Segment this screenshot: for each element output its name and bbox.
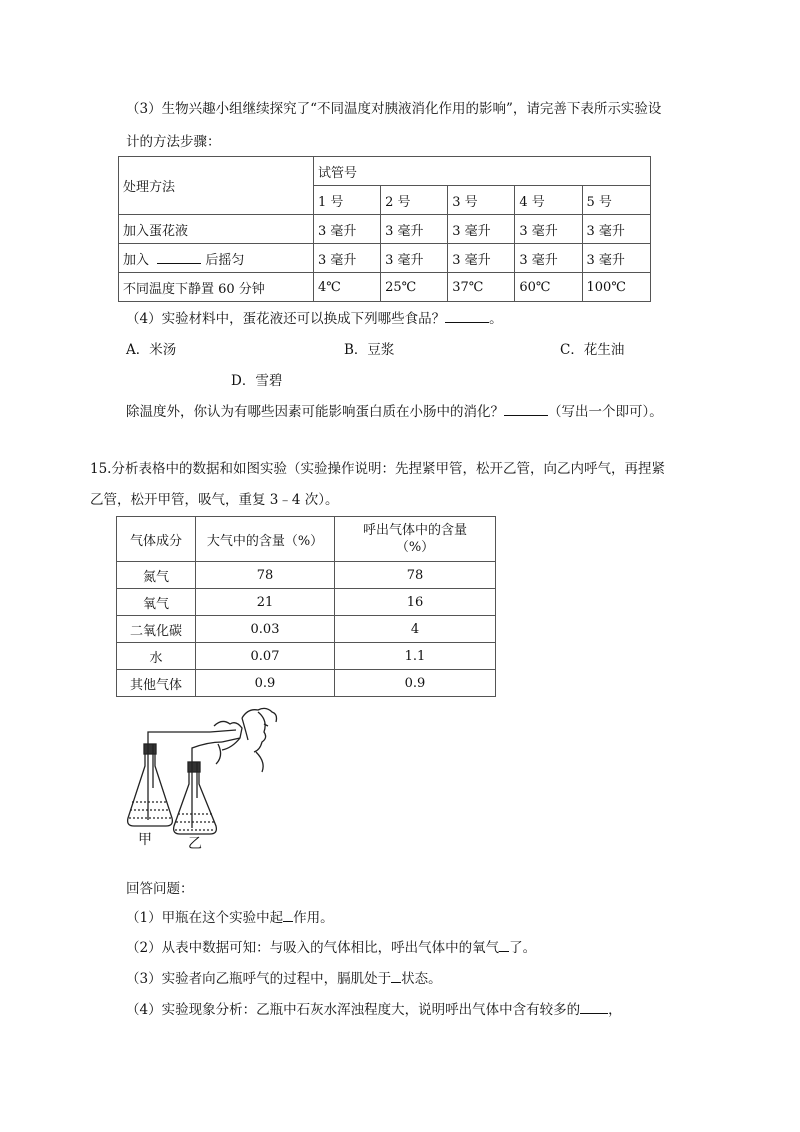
gas-name: 水 <box>117 643 196 670</box>
row-label-suffix: 后摇匀 <box>205 252 245 268</box>
extra-suffix: （写出一个即可）。 <box>548 404 663 420</box>
q15-sub2 <box>126 936 536 956</box>
row-label: 加入蛋花液 <box>119 215 314 244</box>
option-c[interactable]: C．花生油 <box>560 342 625 358</box>
sub2-suffix: 了。 <box>509 940 537 956</box>
table-cell: 0.9 <box>196 670 335 697</box>
gas-name: 氮气 <box>117 562 196 589</box>
q14-p4-end: 。 <box>489 311 503 327</box>
table-cell: 78 <box>196 562 335 589</box>
table-cell: 3 毫升 <box>314 244 381 273</box>
table-row <box>117 517 496 562</box>
q15-line2: 乙管，松开甲管，吸气，重复 3﹣4 次）。 <box>90 492 339 508</box>
table-cell: 4℃ <box>314 273 381 302</box>
table-cell: 60℃ <box>515 273 582 302</box>
table-cell: 3 毫升 <box>582 244 651 273</box>
table-cell: 78 <box>335 562 496 589</box>
option-d[interactable]: D．雪碧 <box>231 373 283 389</box>
table-cell: 37℃ <box>448 273 515 302</box>
table-row <box>119 157 651 186</box>
q15-sub4 <box>126 998 622 1018</box>
sub2-prefix: （2）从表中数据可知：与吸入的气体相比，呼出气体中的氧气 <box>126 940 500 956</box>
sub4-suffix: ， <box>608 1002 622 1018</box>
table-cell: 0.03 <box>196 616 335 643</box>
answer-blank[interactable] <box>157 251 201 264</box>
table-row <box>117 616 496 643</box>
answer-blank[interactable] <box>445 310 489 323</box>
row-label <box>119 244 314 273</box>
table-cell: 100℃ <box>582 273 651 302</box>
table-row <box>119 273 651 302</box>
header-exhaled <box>335 517 496 562</box>
tube-header: 试管号 <box>314 157 651 186</box>
option-a[interactable]: A．米汤 <box>126 342 177 358</box>
table-row <box>117 589 496 616</box>
header-air: 大气中的含量（%） <box>196 517 335 562</box>
sub1-suffix: 作用。 <box>293 910 334 926</box>
person-face-icon <box>210 708 277 772</box>
q14-extra-question <box>126 400 663 420</box>
q14-p4-question <box>126 307 503 327</box>
answer-blank[interactable] <box>504 403 548 416</box>
table-cell: 3 毫升 <box>381 244 448 273</box>
answer-header: 回答问题： <box>126 881 194 897</box>
option-b[interactable]: B．豆浆 <box>344 342 395 358</box>
table-row <box>119 215 651 244</box>
table-row <box>119 244 651 273</box>
table-cell: 3 毫升 <box>448 215 515 244</box>
q15-sub1 <box>126 906 334 926</box>
label-jia: 甲 <box>138 832 152 848</box>
tube-number: 4 号 <box>515 186 582 215</box>
method-header: 处理方法 <box>119 157 314 215</box>
tube-number: 1 号 <box>314 186 381 215</box>
table-cell: 25℃ <box>381 273 448 302</box>
answer-blank[interactable] <box>580 1001 608 1014</box>
temperature-experiment-table <box>118 156 651 302</box>
answer-blank[interactable] <box>283 909 293 922</box>
q14-p3-line2: 计的方法步骤： <box>126 134 221 150</box>
table-row <box>117 562 496 589</box>
row-label-prefix: 加入 <box>123 252 150 268</box>
row-label: 不同温度下静置 60 分钟 <box>119 273 314 302</box>
sub3-prefix: （3）实验者向乙瓶呼气的过程中，膈肌处于 <box>126 971 392 987</box>
header-exhaled-line1: 呼出气体中的含量 <box>362 523 467 538</box>
gas-name: 其他气体 <box>117 670 196 697</box>
table-row <box>117 643 496 670</box>
table-cell: 3 毫升 <box>448 244 515 273</box>
breathing-experiment-figure <box>118 698 288 850</box>
q14-p4-text: （4）实验材料中，蛋花液还可以换成下列哪些食品？ <box>126 311 446 327</box>
tube-number: 3 号 <box>448 186 515 215</box>
sub1-prefix: （1）甲瓶在这个实验中起 <box>126 910 284 926</box>
table-cell: 16 <box>335 589 496 616</box>
header-exhaled-line2: （%） <box>395 540 435 555</box>
table-cell: 3 毫升 <box>515 244 582 273</box>
q14-p3-line1: （3）生物兴趣小组继续探究了“不同温度对胰液消化作用的影响”，请完善下表所示实验设 <box>126 101 662 117</box>
tube-number: 5 号 <box>582 186 651 215</box>
gas-name: 二氧化碳 <box>117 616 196 643</box>
table-cell: 3 毫升 <box>381 215 448 244</box>
answer-blank[interactable] <box>391 970 401 983</box>
table-cell: 21 <box>196 589 335 616</box>
header-gas: 气体成分 <box>117 517 196 562</box>
flask-yi-icon <box>174 742 222 834</box>
q15-line1: 15.分析表格中的数据和如图实验（实验操作说明：先捏紧甲管，松开乙管，向乙内呼气，再捏紧 <box>90 461 665 477</box>
table-cell: 3 毫升 <box>314 215 381 244</box>
table-cell: 0.07 <box>196 643 335 670</box>
table-cell: 3 毫升 <box>582 215 651 244</box>
table-row <box>117 670 496 697</box>
gas-composition-table <box>116 516 496 697</box>
table-cell: 0.9 <box>335 670 496 697</box>
sub4-prefix: （4）实验现象分析：乙瓶中石灰水浑浊程度大，说明呼出气体中含有较多的 <box>126 1002 581 1018</box>
label-yi: 乙 <box>188 836 202 850</box>
extra-prefix: 除温度外，你认为有哪些因素可能影响蛋白质在小肠中的消化？ <box>126 404 504 420</box>
answer-blank[interactable] <box>499 939 509 952</box>
table-cell: 1.1 <box>335 643 496 670</box>
table-cell: 3 毫升 <box>515 215 582 244</box>
gas-name: 氧气 <box>117 589 196 616</box>
tube-number: 2 号 <box>381 186 448 215</box>
table-cell: 4 <box>335 616 496 643</box>
q15-sub3 <box>126 967 442 987</box>
sub3-suffix: 状态。 <box>401 971 442 987</box>
